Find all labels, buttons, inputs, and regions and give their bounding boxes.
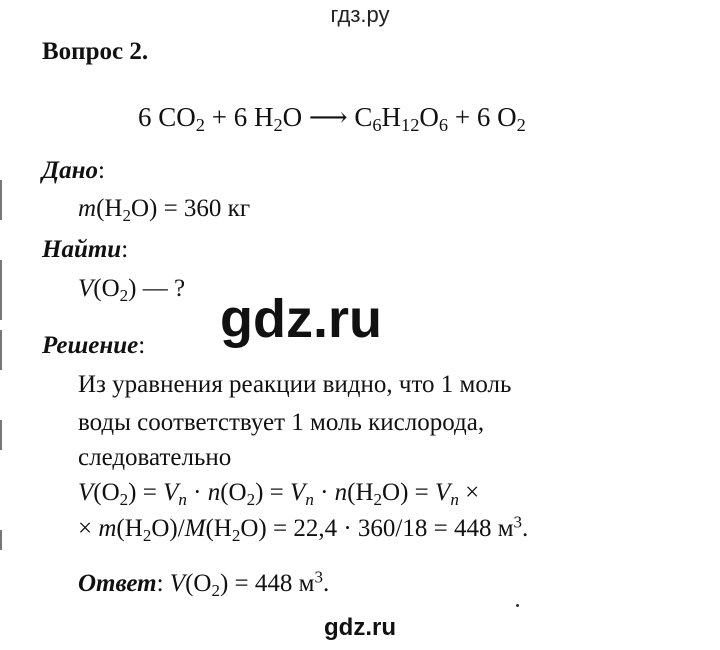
scan-edge-mark (0, 530, 2, 550)
scan-edge-mark (0, 420, 2, 450)
watermark-center: gdz.ru (220, 289, 382, 349)
given-header: Дано: (42, 157, 105, 184)
solution-header: Решение: (42, 332, 146, 359)
scan-edge-mark (0, 260, 2, 320)
solution-text-line-1: Из уравнения реакции видно, что 1 моль (78, 371, 512, 398)
watermark-bottom: gdz.ru (324, 614, 396, 641)
scan-edge-mark (0, 180, 2, 220)
question-title: Вопрос 2. (42, 38, 149, 65)
answer-line: Ответ: $V(O_2) = 448$ $м^3$. (78, 567, 330, 600)
find-value: $V(O_2)$ — ? (78, 275, 186, 305)
reaction-equation: 6 $CO_2 + 6$ $H_2O$ ⟶ $C_6H_{12}O_6 + 6$ $O_2$ (138, 102, 526, 136)
find-header: Найти: (42, 236, 129, 263)
answer-header: Ответ: (78, 570, 164, 597)
scan-edge-mark (0, 330, 2, 370)
solution-formula-line-2: × $m(H_2O)/M(H_2O) = 22,4 \cdot 360/18 = 448$ $м^3$. (78, 512, 529, 545)
scan-speck (516, 604, 519, 607)
given-value: $m(H_2O) = 360$ кг (78, 195, 251, 225)
watermark-top: гдз.ру (330, 2, 390, 27)
solution-formula-line-1: $V(O_2) = V_n \cdot n(O_2) = V_n \cdot n(H_2O) = V_n$ × (78, 479, 480, 509)
solution-text-line-3: следовательно (78, 444, 232, 471)
solution-text-line-2: воды соответствует 1 моль кислорода, (78, 409, 485, 436)
